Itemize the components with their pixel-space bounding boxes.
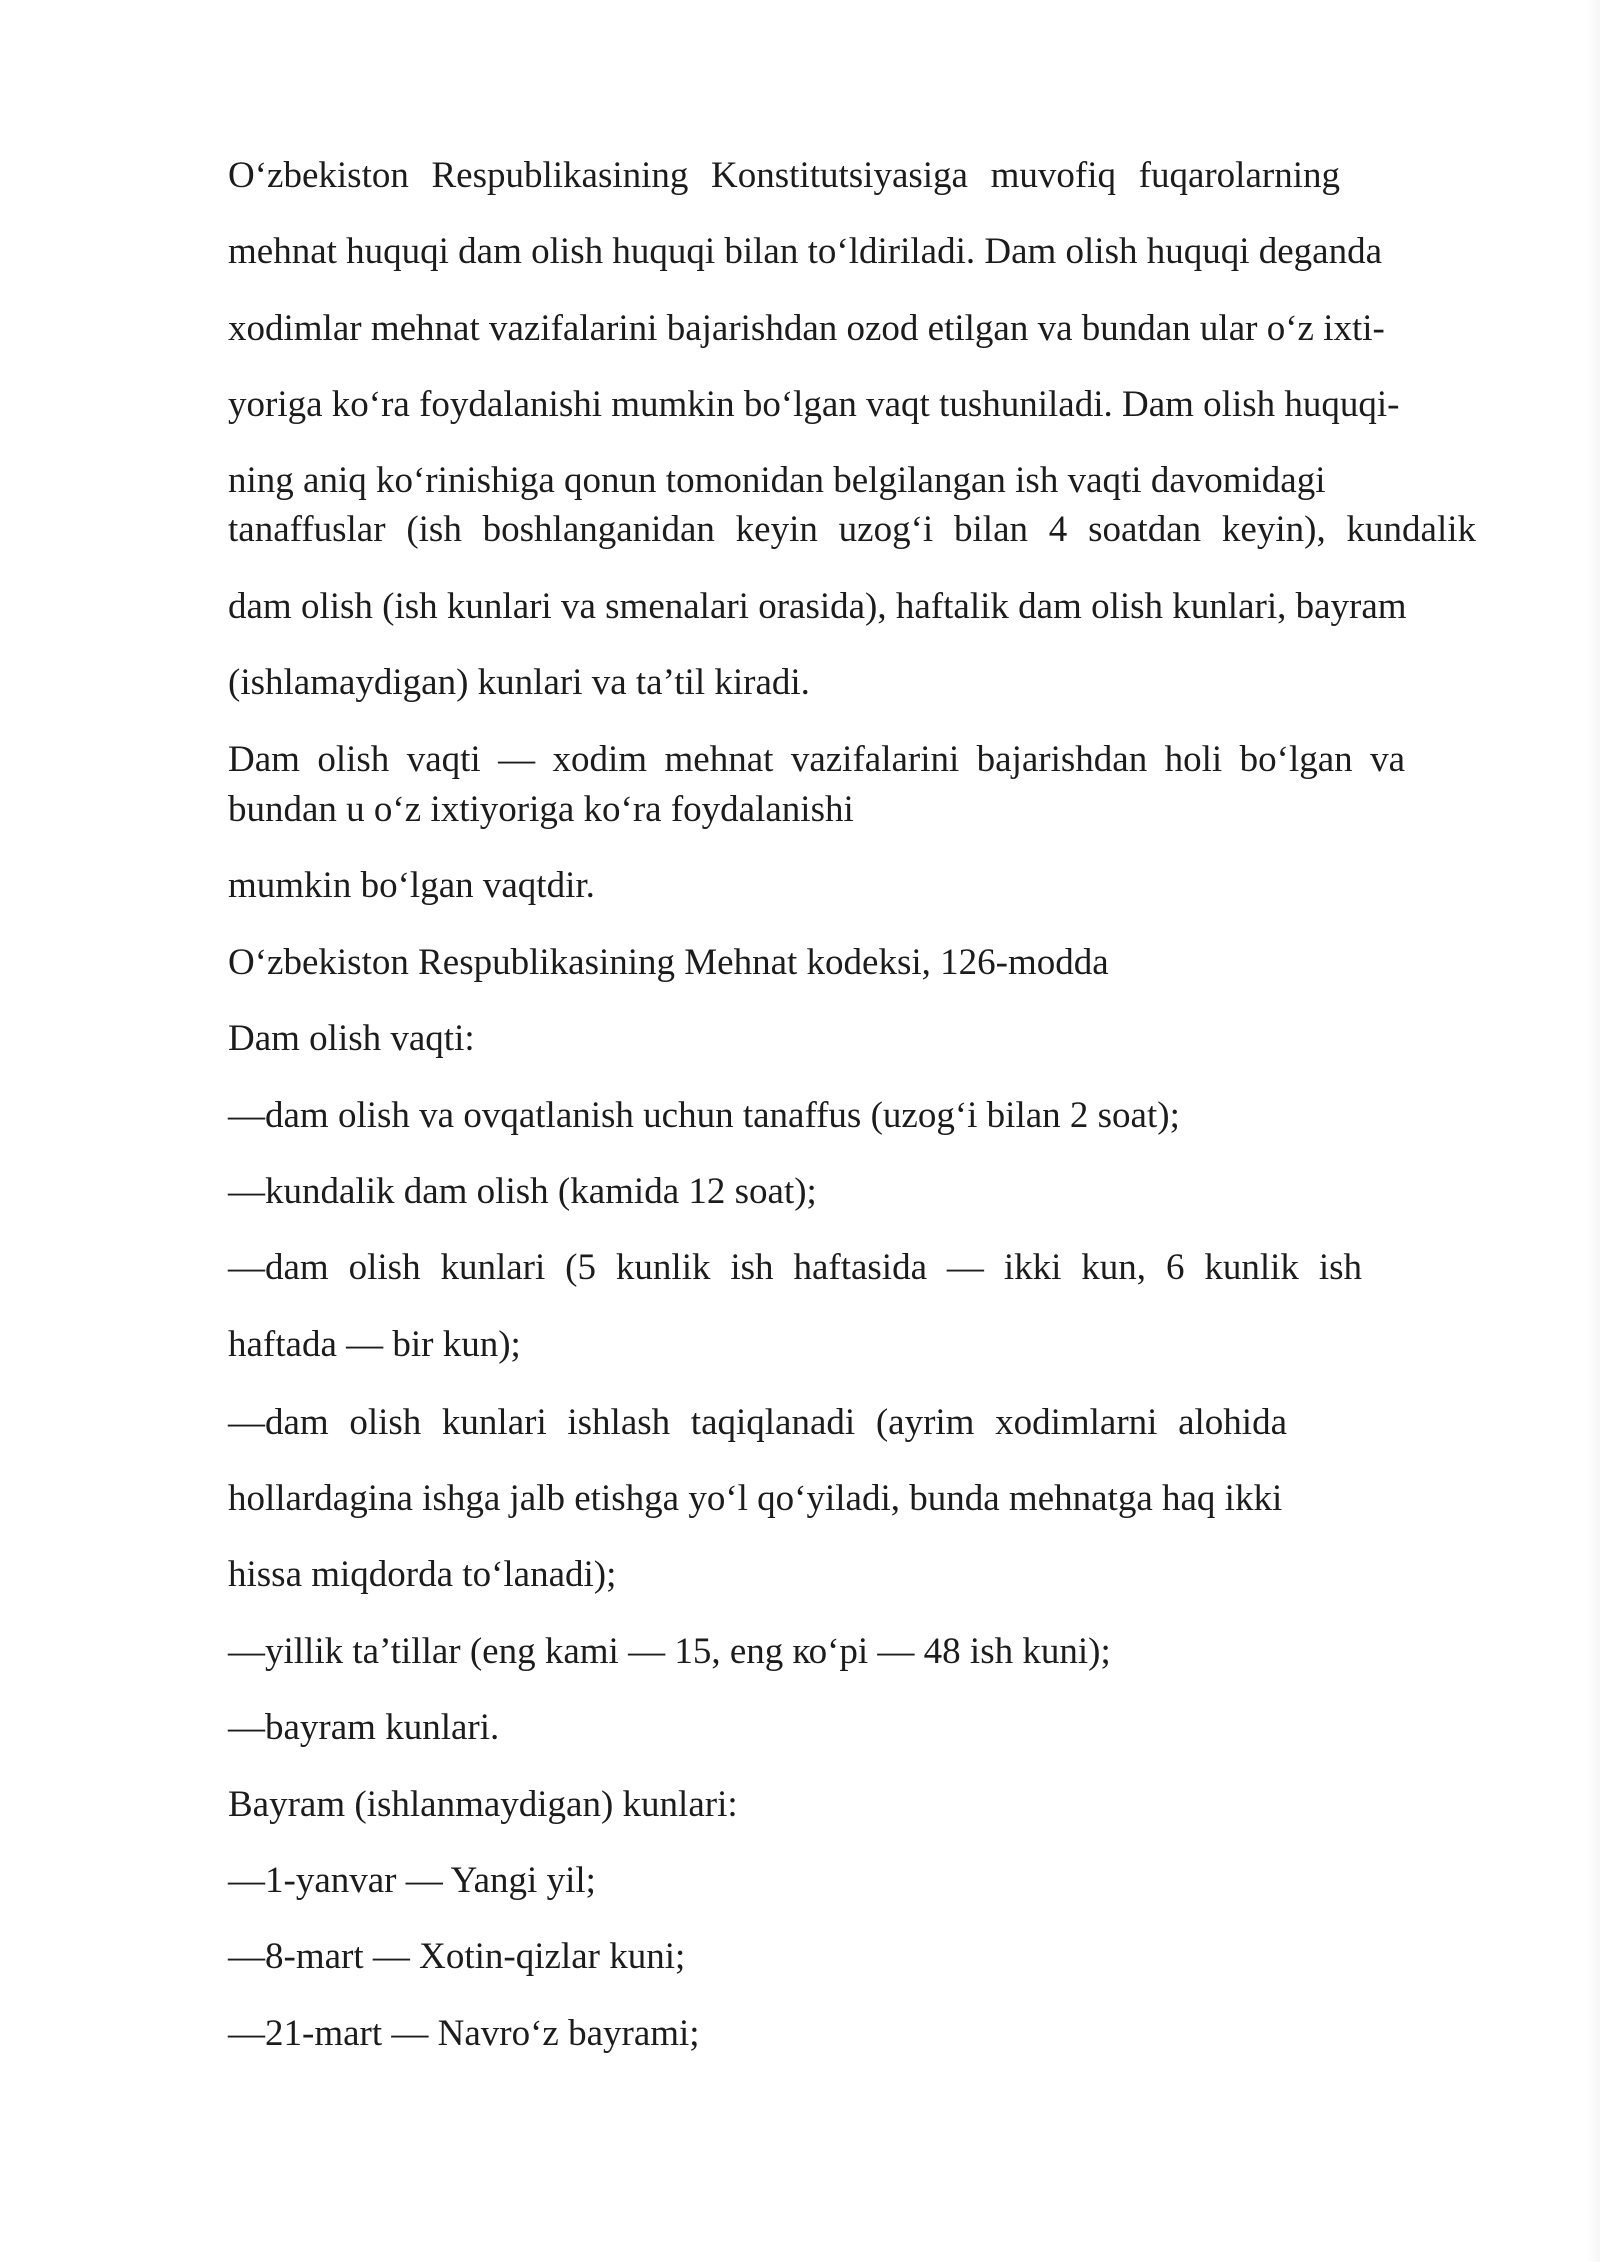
list-item-continuation: haftada — bir kun); <box>228 1324 521 1365</box>
text-line: (ishlamaydigan) kunlari va ta’til kiradi. <box>228 662 810 703</box>
text-line: dam olish (ish kunlari va smenalari orasida), haftalik dam olish kunlari, bayram <box>228 586 1407 627</box>
list-item: —8-mart — Xotin-qizlar kuni; <box>228 1936 686 1977</box>
list-item: —21-mart — Navro‘z bayrami; <box>228 2013 700 2054</box>
text-line: bundan u o‘z ixtiyoriga ko‘ra foydalanishi <box>228 789 854 830</box>
text-line: Dam olish vaqti — xodim mehnat vazifalarini bajarishdan holi bo‘lgan va <box>228 739 1405 780</box>
list-item: —dam olish va ovqatlanish uchun tanaffus (uzog‘i bilan 2 soat); <box>228 1095 1180 1136</box>
list-item: —1-yanvar — Yangi yil; <box>228 1860 596 1901</box>
page-edge-shadow <box>1586 0 1600 2262</box>
text-line: yoriga ko‘ra foydalanishi mumkin bo‘lgan vaqt tushuniladi. Dam olish huquqi- <box>228 384 1400 425</box>
list-item: —yillik ta’tillar (eng kami — 15, eng ко‘pi — 48 ish kuni); <box>228 1631 1111 1672</box>
text-line: mumkin bo‘lgan vaqtdir. <box>228 865 595 906</box>
text-line: tanaffuslar (ish boshlanganidan keyin uzog‘i bilan 4 soatdan keyin), kundalik <box>228 509 1476 550</box>
list-item: —dam olish kunlari (5 kunlik ish haftasida — ikki kun, 6 kunlik ish <box>228 1247 1362 1288</box>
section-heading: Dam olish vaqti: <box>228 1018 475 1059</box>
list-item: —dam olish kunlari ishlash taqiqlanadi (ayrim xodimlarni alohida <box>228 1402 1287 1443</box>
section-heading: Bayram (ishlanmaydigan) kunlari: <box>228 1784 738 1825</box>
text-line: ning aniq ko‘rinishiga qonun tomonidan belgilangan ish vaqti davomidagi <box>228 460 1326 501</box>
text-line: mehnat huquqi dam olish huquqi bilan to‘ldiriladi. Dam olish huquqi deganda <box>228 231 1383 272</box>
text-line: O‘zbekiston Respublikasining Konstitutsiyasiga muvofiq fuqarolarning <box>228 155 1340 196</box>
list-item-continuation: hissa miqdorda to‘lanadi); <box>228 1554 617 1595</box>
list-item: —bayram kunlari. <box>228 1707 500 1748</box>
list-item: —kundalik dam olish (kamida 12 soat); <box>228 1171 817 1212</box>
text-line: O‘zbekiston Respublikasining Mehnat kodeksi, 126-modda <box>228 942 1109 983</box>
list-item-continuation: hollardagina ishga jalb etishga yo‘l qo‘yiladi, bunda mehnatga haq ikki <box>228 1478 1283 1519</box>
text-line: xodimlar mehnat vazifalarini bajarishdan ozod etilgan va bundan ular o‘z ixti- <box>228 308 1385 349</box>
